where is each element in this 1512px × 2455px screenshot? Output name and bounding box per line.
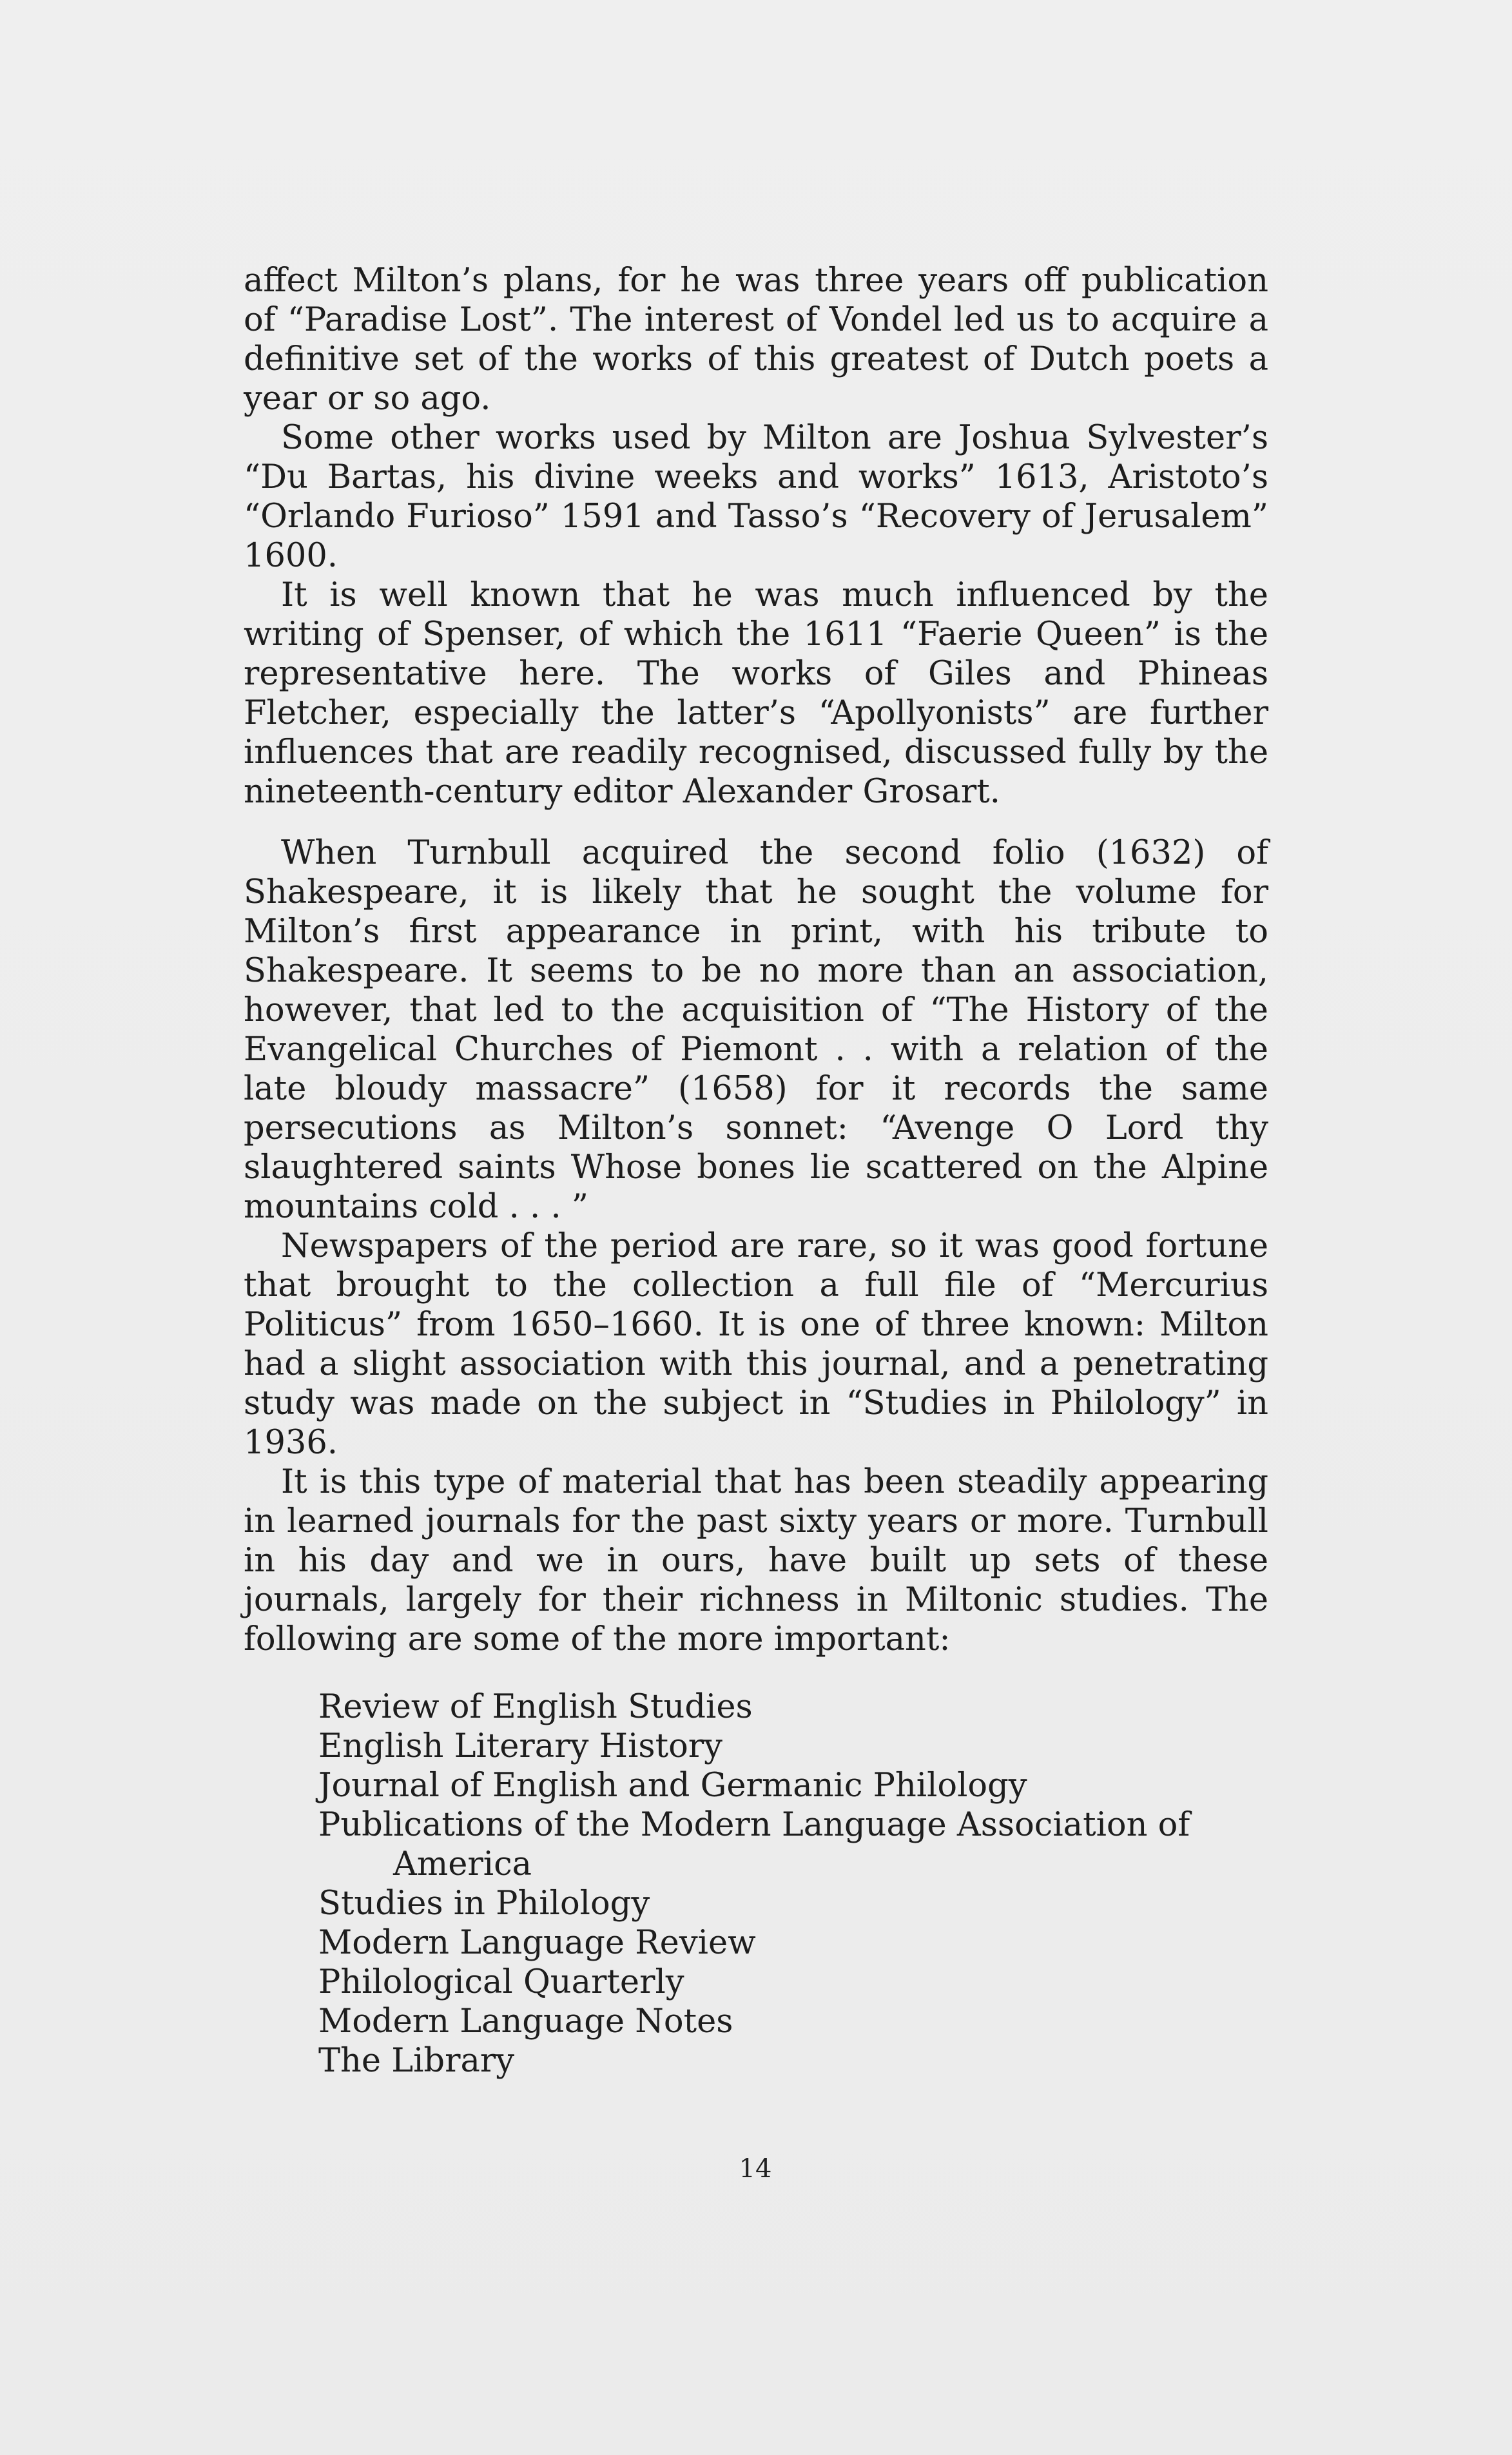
- paragraph-spenser: It is well known that he was much influenced by the writing of Spenser, of which the 1611 “Faerie Queen” is the representative here. The works of Giles and Phineas Fletcher, especially the latter’s “Apollyonists” are further influences that are readily recognised, discussed fully by the nineteenth-century editor Alexander Grosart.: [244, 576, 1268, 811]
- list-item: Publications of the Modern Language Association of America: [318, 1806, 1190, 1883]
- paragraph-newspapers: Newspapers of the period are rare, so it was good fortune that brought to the collection a full file of “Mercurius Politicus” from 1650–1660. It is one of three known: Milton had a slight association with this journal, and a penetrating study was made on the subject in “Studies in Philology” in 1936.: [244, 1227, 1268, 1462]
- list-item: Philological Quarterly: [318, 1963, 684, 2001]
- list-item: Review of English Studies: [318, 1688, 753, 1726]
- paragraph-other-works: Some other works used by Milton are Joshua Sylvester’s “Du Bartas, his divine weeks and works” 1613, Aristoto’s “Orlando Furioso” 1591 and Tasso’s “Recovery of Jerusalem” 1600.: [244, 419, 1268, 575]
- paragraph-turnbull-folio: When Turnbull acquired the second folio (1632) of Shakespeare, it is likely that he sought the volume for Milton’s first appearance in print, with his tribute to Shakespeare. It seems to be no more than an association, however, that led to the acquisition of “The History of the Evangelical Churches of Piemont . . with a relation of the late bloudy massacre” (1658) for it records the same persecutions as Milton’s sonnet: “Avenge O Lord thy slaughtered saints Whose bones lie scattered on the Alpine mountains cold . . . ”: [244, 834, 1268, 1226]
- page-number: 14: [739, 2154, 772, 2184]
- list-item: The Library: [318, 2042, 515, 2080]
- list-item: Modern Language Notes: [318, 2003, 733, 2041]
- list-item: Modern Language Review: [318, 1924, 756, 1962]
- paragraph-journals-intro: It is this type of material that has been steadily appearing in learned journals for the past sixty years or more. Turnbull in his day and we in ours, have built up sets of these journals, largely for their richness in Miltonic studies. The following are some of the more important:: [244, 1463, 1268, 1658]
- journal-list: [244, 1687, 1268, 2081]
- list-item: Studies in Philology: [318, 1885, 650, 1923]
- body-text: [244, 261, 1268, 2081]
- list-item: Journal of English and Germanic Philology: [318, 1767, 1027, 1805]
- paragraph-continuation: affect Milton’s plans, for he was three years off publication of “Paradise Lost”. The interest of Vondel led us to acquire a definitive set of the works of this greatest of Dutch poets a year or so ago.: [244, 262, 1268, 418]
- list-item: English Literary History: [318, 1727, 722, 1765]
